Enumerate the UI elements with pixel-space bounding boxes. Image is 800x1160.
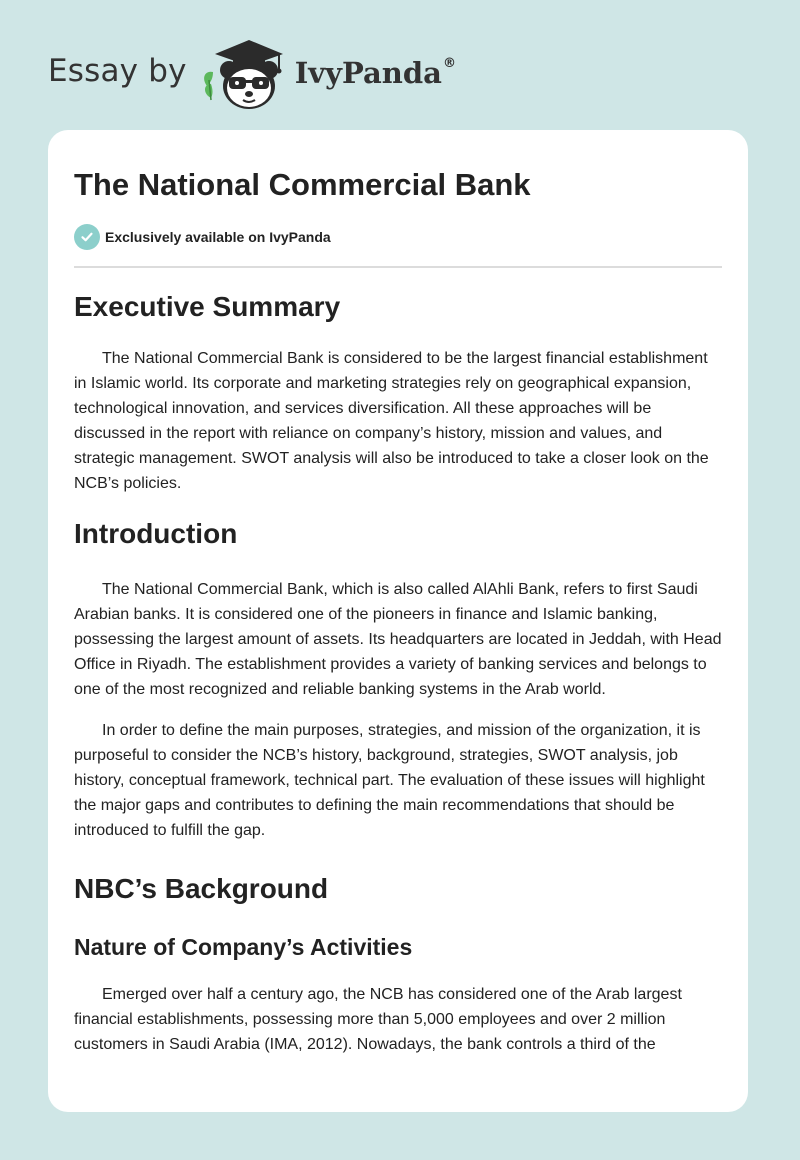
- panda-logo-icon: [199, 34, 291, 114]
- article-card: [48, 130, 748, 1112]
- paragraph-executive-summary: The National Commercial Bank is considered to be the largest financial establishment in Islamic world. Its corporate and marketing strategies rely on geographical expansion, technological innovation, and services diversification. All these approaches will be discussed in the report with reliance on company’s history, mission and values, and strategic management. SWOT analysis will also be introduced to take a closer look on the NCB’s policies.: [74, 350, 709, 492]
- brand-name: IvyPanda®: [294, 56, 456, 90]
- heading-introduction: Introduction: [74, 518, 238, 549]
- heading-executive-summary: Executive Summary: [74, 291, 341, 322]
- brand-prefix: Essay by: [48, 53, 187, 89]
- exclusive-badge: [74, 224, 722, 250]
- heading-nature-of-activities: Nature of Company’s Activities: [74, 934, 413, 960]
- title-divider: [74, 266, 722, 268]
- site-brand[interactable]: [48, 34, 456, 114]
- paragraph-introduction-2: In order to define the main purposes, strategies, and mission of the organization, it is purposeful to consider the NCB’s history, background, strategies, SWOT analysis, job history, conceptual framework, technical part. The evaluation of these issues will highlight the major gaps and contributes to defining the main recommendations that should be introduced to fulfill the gap.: [74, 722, 705, 839]
- article-title: The National Commercial Bank: [74, 167, 531, 202]
- paragraph-nature-of-activities: Emerged over half a century ago, the NCB has considered one of the Arab largest financial establishments, possessing more than 5,000 employees and over 2 million customers in Saudi Arabia (IMA, 2012). Nowadays, the bank controls a third of the: [74, 986, 682, 1053]
- exclusive-badge-label: Exclusively available on IvyPanda: [105, 229, 331, 245]
- paragraph-introduction-1: The National Commercial Bank, which is also called AlAhli Bank, refers to first Saudi Arabian banks. It is considered one of the pioneers in finance and Islamic banking, possessing the largest amount of assets. Its headquarters are located in Jeddah, with Head Office in Riyadh. The establishment provides a variety of banking services and belongs to one of the most recognized and reliable banking systems in the Arab world.: [74, 581, 722, 698]
- check-circle-icon: [74, 224, 100, 250]
- heading-background: NBC’s Background: [74, 873, 329, 904]
